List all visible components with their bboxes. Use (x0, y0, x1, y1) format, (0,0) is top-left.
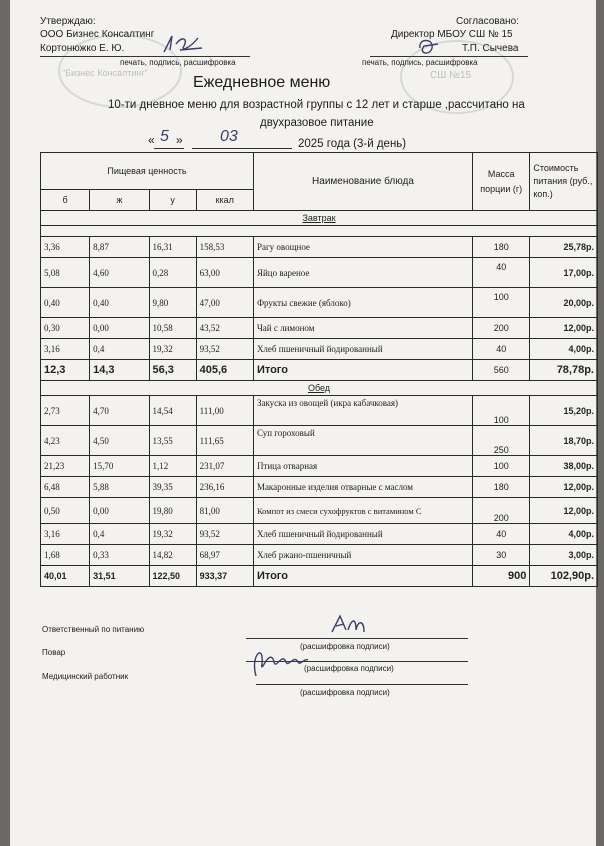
cost-cell: 12,00р. (530, 318, 598, 339)
breakfast-section-title: Завтрак (41, 211, 598, 226)
mass-cell: 200 (473, 498, 530, 524)
cost-cell: 17,00р. (530, 258, 598, 288)
protein-total: 12,3 (41, 360, 90, 381)
breakfast-total-row (41, 360, 598, 381)
kcal-header: ккал (196, 190, 253, 211)
table-row (41, 258, 598, 288)
approved-person: Кортонюжко Е. Ю. (40, 43, 125, 54)
carb-total: 122,50 (149, 566, 196, 587)
date-month: 03 (220, 128, 238, 145)
date-month-underline (192, 148, 292, 149)
fat-cell: 5,88 (90, 477, 149, 498)
protein-cell: 3,16 (41, 524, 90, 545)
protein-cell: 0,40 (41, 288, 90, 318)
table-row (41, 237, 598, 258)
approved-sign-line (40, 56, 250, 57)
nutrition-resp-signature (326, 612, 370, 638)
agreed-org: Директор МБОУ СШ № 15 (391, 29, 513, 40)
carb-cell: 14,82 (149, 545, 196, 566)
dish-cell: Птица отварная (253, 456, 472, 477)
kcal-cell: 231,07 (196, 456, 253, 477)
approved-org: ООО Бизнес Консалтинг (40, 29, 155, 40)
mass-total: 900 (473, 566, 530, 587)
agreed-sign-caption: печать, подпись, расшифровка (362, 58, 478, 67)
dish-cell: Фрукты свежие (яблоко) (253, 288, 472, 318)
table-row (41, 524, 598, 545)
protein-header: б (41, 190, 90, 211)
dish-header: Наименование блюда (253, 153, 472, 211)
nutrition-header: Пищевая ценность (41, 153, 254, 190)
cost-cell: 38,00р. (530, 456, 598, 477)
kcal-cell: 111,65 (196, 426, 253, 456)
fat-cell: 4,60 (90, 258, 149, 288)
cook-caption: (расшифровка подписи) (304, 664, 394, 673)
protein-cell: 2,73 (41, 396, 90, 426)
total-label: Итого (253, 566, 472, 587)
approved-sign-caption: печать, подпись, расшифровка (120, 58, 236, 67)
table-row (41, 498, 598, 524)
table-row (41, 339, 598, 360)
protein-cell: 0,30 (41, 318, 90, 339)
carb-cell: 19,32 (149, 524, 196, 545)
approved-signature (158, 30, 208, 58)
fat-cell: 0,4 (90, 524, 149, 545)
carb-cell: 39,35 (149, 477, 196, 498)
dish-cell: Рагу овощное (253, 237, 472, 258)
cost-total: 78,78р. (530, 360, 598, 381)
kcal-cell: 93,52 (196, 339, 253, 360)
protein-cell: 5,08 (41, 258, 90, 288)
mass-cell: 180 (473, 477, 530, 498)
date-day-underline (154, 148, 184, 149)
medic-line (256, 684, 468, 685)
agreed-sign-line (370, 56, 528, 57)
dish-cell: Чай с лимоном (253, 318, 472, 339)
kcal-cell: 63,00 (196, 258, 253, 288)
carb-cell: 1,12 (149, 456, 196, 477)
carb-cell: 14,54 (149, 396, 196, 426)
mass-cell: 200 (473, 318, 530, 339)
cost-cell: 12,00р. (530, 477, 598, 498)
carb-cell: 10,58 (149, 318, 196, 339)
page-title: Ежедневное меню (193, 74, 331, 91)
menu-document (10, 0, 596, 846)
cost-cell: 4,00р. (530, 524, 598, 545)
carb-total: 56,3 (149, 360, 196, 381)
dish-cell: Макаронные изделия отварные с маслом (253, 477, 472, 498)
cost-cell: 12,00р. (530, 498, 598, 524)
fat-total: 31,51 (90, 566, 149, 587)
mass-cell: 250 (473, 426, 530, 456)
breakfast-gap-row (41, 226, 598, 237)
carb-header: у (149, 190, 196, 211)
company-stamp-text: "Бизнес Консалтинг" (62, 68, 148, 78)
fat-cell: 0,33 (90, 545, 149, 566)
table-row (41, 318, 598, 339)
kcal-total: 933,37 (196, 566, 253, 587)
nutrition-resp-label: Ответственный по питанию (42, 625, 145, 634)
fat-cell: 8,87 (90, 237, 149, 258)
kcal-total: 405,6 (196, 360, 253, 381)
carb-cell: 19,80 (149, 498, 196, 524)
agreed-person: Т.П. Сычева (462, 43, 519, 54)
carb-cell: 16,31 (149, 237, 196, 258)
mass-cell: 100 (473, 456, 530, 477)
kcal-cell: 43,52 (196, 318, 253, 339)
protein-cell: 6,48 (41, 477, 90, 498)
mass-cell: 30 (473, 545, 530, 566)
table-row (41, 545, 598, 566)
kcal-cell: 111,00 (196, 396, 253, 426)
table-row (41, 426, 598, 456)
fat-cell: 15,70 (90, 456, 149, 477)
carb-cell: 9,80 (149, 288, 196, 318)
kcal-cell: 158,53 (196, 237, 253, 258)
medic-label: Медицинский работник (42, 672, 129, 681)
cost-cell: 25,78р. (530, 237, 598, 258)
approved-label: Утверждаю: (40, 16, 96, 27)
lunch-section-title: Обед (41, 381, 598, 396)
carb-cell: 0,28 (149, 258, 196, 288)
dish-cell: Хлеб пшеничный йодированный (253, 524, 472, 545)
agreed-label: Согласовано: (456, 16, 519, 27)
date-year: 2025 года (3-й день) (298, 138, 407, 150)
protein-cell: 21,23 (41, 456, 90, 477)
cost-header: Стоимость питания (руб., коп.) (530, 153, 598, 211)
protein-cell: 3,36 (41, 237, 90, 258)
fat-cell: 0,00 (90, 318, 149, 339)
mass-cell: 100 (473, 288, 530, 318)
fat-cell: 4,70 (90, 396, 149, 426)
fat-total: 14,3 (90, 360, 149, 381)
protein-cell: 3,16 (41, 339, 90, 360)
mass-total: 560 (473, 360, 530, 381)
dish-cell: Яйцо вареное (253, 258, 472, 288)
cost-total: 102,90р. (530, 566, 598, 587)
mass-header: Масса порции (г) (473, 153, 530, 211)
cost-cell: 20,00р. (530, 288, 598, 318)
mass-cell: 40 (473, 524, 530, 545)
kcal-cell: 68,97 (196, 545, 253, 566)
mass-cell: 40 (473, 258, 530, 288)
fat-cell: 0,4 (90, 339, 149, 360)
mass-cell: 180 (473, 237, 530, 258)
dish-cell: Закуска из овощей (икра кабачковая) (253, 396, 472, 426)
kcal-cell: 236,16 (196, 477, 253, 498)
kcal-cell: 81,00 (196, 498, 253, 524)
total-label: Итого (253, 360, 472, 381)
protein-cell: 4,23 (41, 426, 90, 456)
protein-total: 40,01 (41, 566, 90, 587)
table-row (41, 396, 598, 426)
protein-cell: 0,50 (41, 498, 90, 524)
cost-cell: 3,00р. (530, 545, 598, 566)
cook-label: Повар (42, 648, 66, 657)
cost-cell: 15,20р. (530, 396, 598, 426)
subtitle-line-1: 10-ти дневное меню для возрастной группы с 12 лет и старше ,рассчитано на (108, 99, 525, 111)
protein-cell: 1,68 (41, 545, 90, 566)
date-close-quote: » (176, 133, 183, 147)
dish-cell: Хлеб пшеничный йодированный (253, 339, 472, 360)
table-row (41, 477, 598, 498)
subtitle-line-2: двухразовое питание (260, 117, 374, 129)
menu-table (40, 152, 598, 587)
date-open-quote: « (148, 133, 155, 147)
cost-cell: 4,00р. (530, 339, 598, 360)
nutrition-resp-caption: (расшифровка подписи) (300, 642, 390, 651)
mass-cell: 40 (473, 339, 530, 360)
school-stamp-text: СШ №15 (430, 70, 472, 81)
dish-cell: Хлеб ржано-пшеничный (253, 545, 472, 566)
fat-cell: 0,00 (90, 498, 149, 524)
table-row (41, 456, 598, 477)
medic-caption: (расшифровка подписи) (300, 688, 390, 697)
dish-cell: Компот из смеси сухофруктов с витамином С (253, 498, 472, 524)
kcal-cell: 93,52 (196, 524, 253, 545)
date-day: 5 (160, 128, 169, 145)
kcal-cell: 47,00 (196, 288, 253, 318)
cook-signature (246, 636, 316, 682)
fat-cell: 4,50 (90, 426, 149, 456)
dish-cell: Суп гороховый (253, 426, 472, 456)
agreed-signature (414, 34, 444, 60)
table-row (41, 288, 598, 318)
cost-cell: 18,70р. (530, 426, 598, 456)
carb-cell: 13,55 (149, 426, 196, 456)
mass-cell: 100 (473, 396, 530, 426)
fat-header: ж (90, 190, 149, 211)
fat-cell: 0,40 (90, 288, 149, 318)
lunch-total-row (41, 566, 598, 587)
carb-cell: 19,32 (149, 339, 196, 360)
